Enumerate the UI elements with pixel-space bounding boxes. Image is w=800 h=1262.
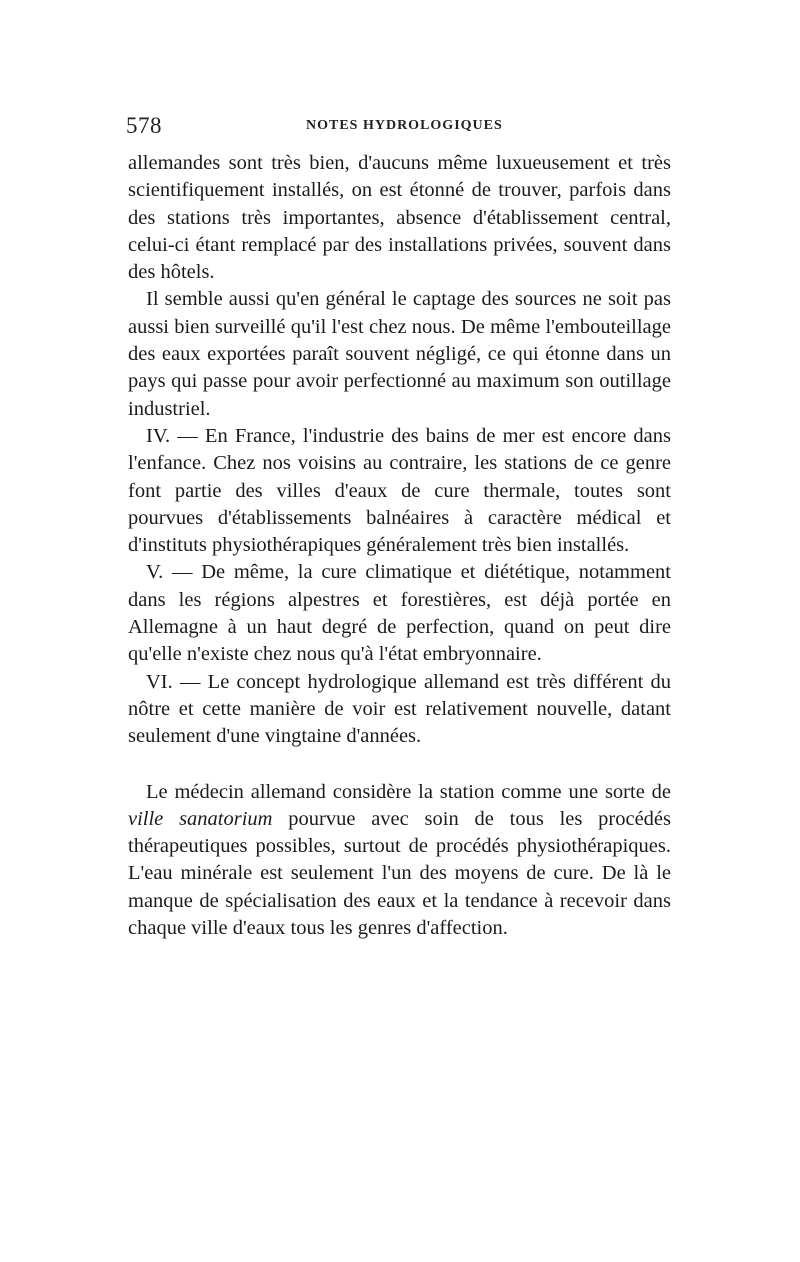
paragraph: Il semble aussi qu'en général le captage des sources ne soit pas aussi bien surveillé qu'il l'est chez nous. De même l'embouteillage des eaux exportées paraît souvent négligé, ce qui étonne dans un pays qui passe pour avoir perfectionné au maximum son outillage industriel. (128, 288, 671, 420)
paragraph: allemandes sont très bien, d'aucuns même luxueusement et très scientifiquement installés, on est étonné de trouver, parfois dans des stations très importantes, absence d'établissement central, celui-ci étant remplacé par des installations privées, souvent dans des hôtels. (128, 152, 671, 284)
paragraph: V. — De même, la cure climatique et diététique, notamment dans les régions alpestres et forestières, est déjà portée en Allemagne à un haut degré de perfection, quand on peut dire qu'elle n'existe chez nous qu'à l'état embryonnaire. (128, 561, 671, 666)
body-text (128, 150, 671, 942)
running-title: NOTES HYDROLOGIQUES (306, 118, 503, 133)
paragraph-text-after: pourvue avec soin de tous les procédés thérapeutiques possibles, surtout de procédés physiothérapiques. L'eau minérale est seulement l'un des moyens de cure. De là le manque de spécialisation des eaux et la tendance à recevoir dans chaque ville d'eaux tous les genres d'affection. (128, 807, 671, 940)
page-number: 578 (126, 113, 162, 138)
paragraph: VI. — Le concept hydrologique allemand est très différent du nôtre et cette manière de voir est relativement nouvelle, datant seulement d'une vingtaine d'années. (128, 670, 671, 748)
page-header (126, 113, 674, 143)
paragraph-text-before: Le médecin allemand considère la station comme une sorte de (146, 780, 671, 803)
italic-term: ville sanatorium (128, 807, 273, 830)
paragraph (128, 779, 671, 943)
paragraph: IV. — En France, l'industrie des bains de mer est encore dans l'enfance. Chez nos voisins au contraire, les stations de ce genre font partie des villes d'eaux de cure thermale, toutes sont pourvues d'établissements balnéaires à caractère médical et d'instituts physiothérapiques généralement très bien installés. (128, 424, 671, 557)
